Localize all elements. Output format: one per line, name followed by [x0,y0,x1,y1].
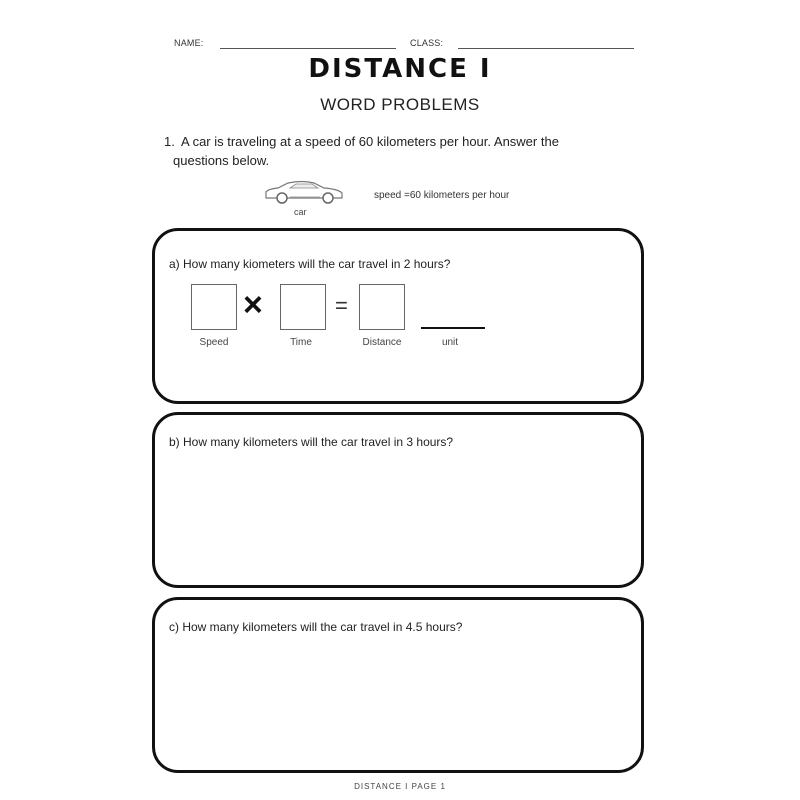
distance-answer-box[interactable] [359,284,405,330]
question-a-text: a) How many kiometers will the car travel in 2 hours? [169,257,451,271]
problem-number: 1. [164,134,175,149]
speed-note: speed =60 kilometers per hour [374,190,510,201]
class-field[interactable] [458,48,634,49]
time-label: Time [290,337,312,348]
equals-icon: = [335,293,348,318]
unit-answer-line[interactable] [421,327,485,329]
speed-label: Speed [199,337,229,348]
page-subtitle: WORD PROBLEMS [320,95,480,114]
problem-text-line1: A car is traveling at a speed of 60 kilometers per hour. Answer the [181,134,559,149]
question-a-box [152,228,644,404]
unit-label: unit [441,337,459,348]
question-b-text: b) How many kilometers will the car travel in 3 hours? [169,435,454,449]
page-title: DISTANCE I [308,54,492,84]
distance-label: Distance [362,337,402,348]
problem-text-line2: questions below. [173,153,270,168]
car-label: car [294,207,307,217]
question-b-box[interactable] [152,412,644,588]
name-field[interactable] [220,48,396,49]
multiply-icon: × [243,286,263,324]
question-c-box[interactable] [152,597,644,773]
car-icon [262,180,346,206]
speed-answer-box[interactable] [191,284,237,330]
question-c-text: c) How many kilometers will the car travel in 4.5 hours? [169,620,463,634]
time-answer-box[interactable] [280,284,326,330]
class-label: CLASS: [410,38,444,48]
page-footer: DISTANCE I PAGE 1 [354,782,446,791]
name-label: NAME: [174,38,204,48]
